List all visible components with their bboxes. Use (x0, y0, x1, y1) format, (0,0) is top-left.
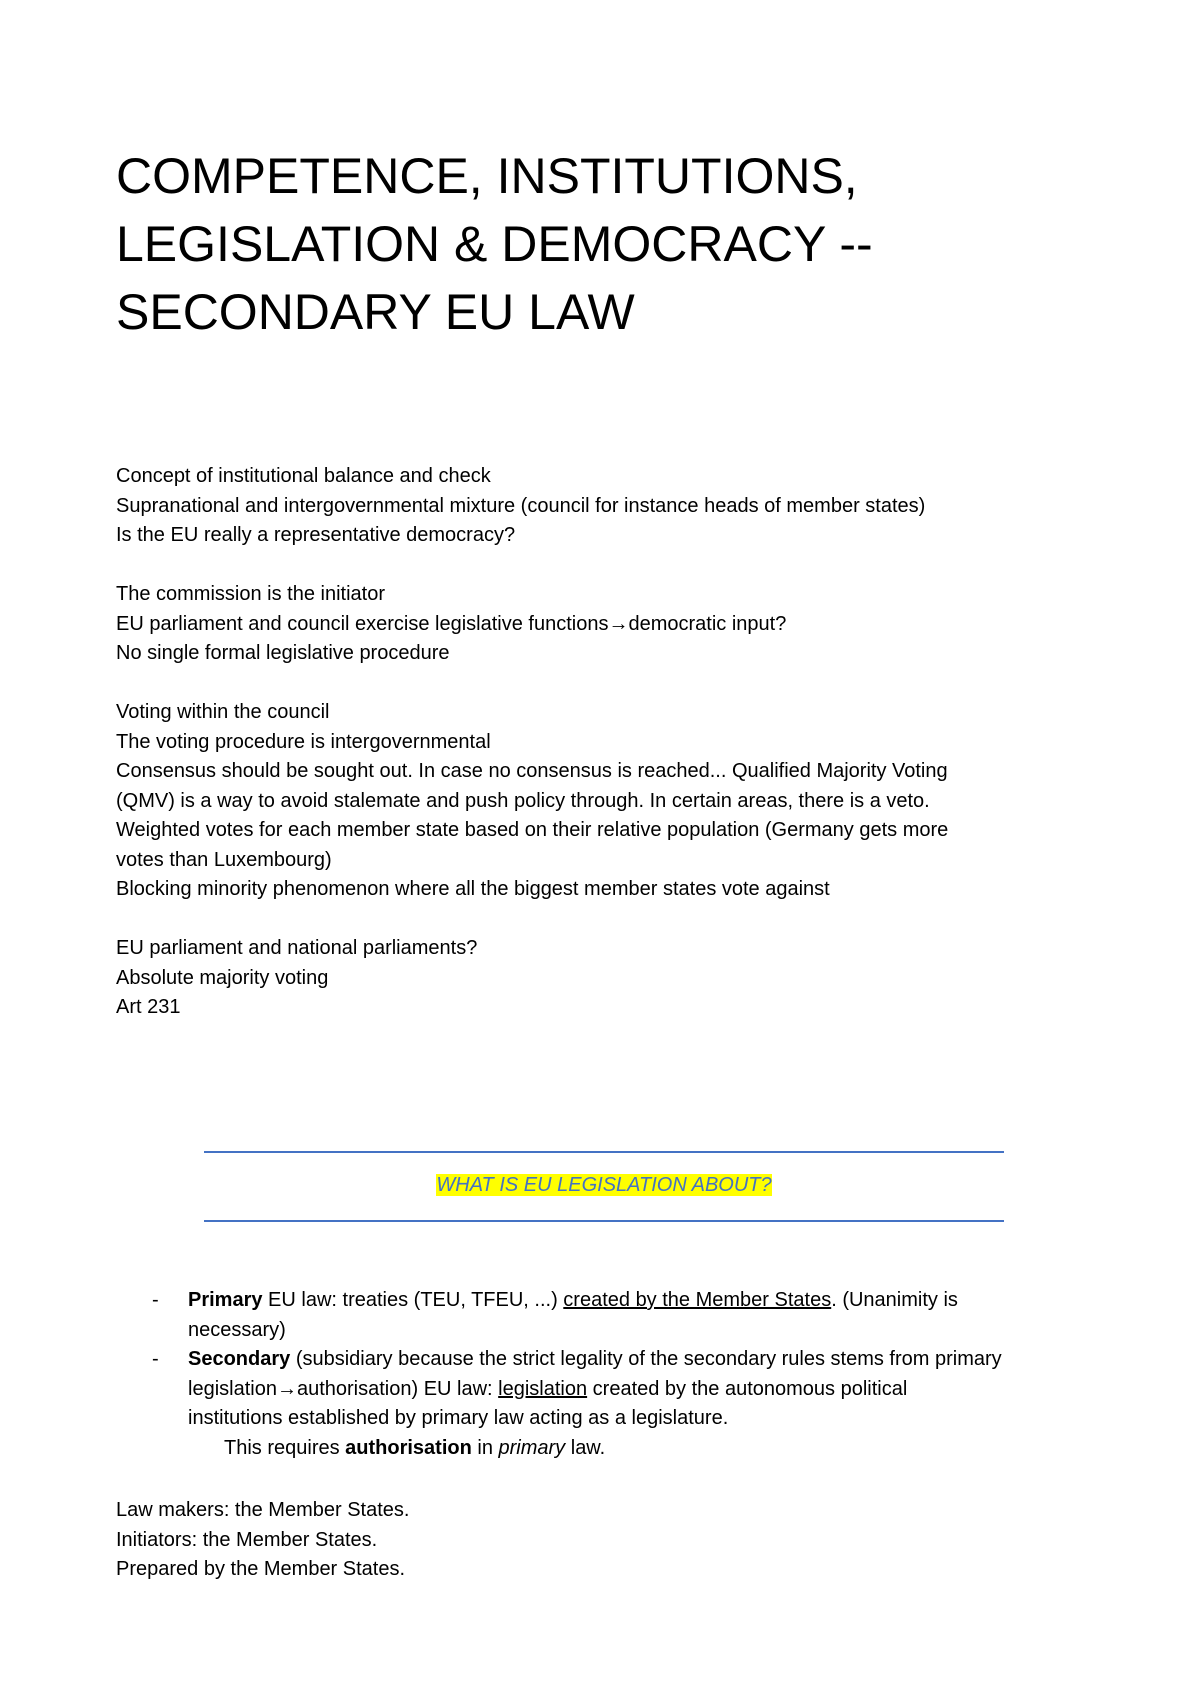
bullet2-text-1: (subsidiary because the strict legality of the secondary rules stems from primary (290, 1348, 1002, 1370)
footer-line-1: Law makers: the Member States. (116, 1499, 410, 1521)
section3-line-5: Weighted votes for each member state based on their relative population (Germany gets more (116, 819, 949, 841)
footer-line-2: Initiators: the Member States. (116, 1528, 378, 1551)
banner-top-rule (204, 1151, 1004, 1153)
spacer (116, 551, 1096, 581)
dash-icon: - (152, 1289, 159, 1311)
footer-line-3: Prepared by the Member States. (116, 1558, 406, 1580)
bullet2-text-2a: legislation (188, 1377, 277, 1400)
bullet1-text-1: EU law: treaties (TEU, TFEU, ...) (262, 1289, 564, 1311)
bullet2-line-2 (188, 1375, 1116, 1405)
spacer (116, 669, 1096, 699)
section1-line-2: Supranational and intergovernmental mixture (council for instance heads of member states) (116, 494, 926, 517)
bullet-list (116, 1286, 1116, 1463)
bullet2-line-1 (188, 1345, 1116, 1375)
title-line-2: LEGISLATION & DEMOCRACY -- (116, 216, 873, 272)
bullet2-bold: Secondary (188, 1348, 291, 1370)
section3-line-2: The voting procedure is intergovernmental (116, 730, 491, 753)
bullet-item-secondary (116, 1345, 1116, 1434)
arrow-icon: → (608, 612, 629, 635)
bullet2-text-2c: created by the autonomous political (587, 1377, 908, 1400)
bullet2-line-3: institutions established by primary law acting as a legislature. (188, 1407, 729, 1429)
section3-line-1: Voting within the council (116, 701, 330, 723)
indent-italic: primary (498, 1436, 566, 1459)
section2-line-2 (116, 610, 1096, 640)
section2-line-2b: democratic input? (628, 612, 787, 635)
section3-line-6: votes than Luxembourg) (116, 848, 332, 871)
indent-text-3: law. (565, 1436, 606, 1459)
section1-line-3: Is the EU really a representative democracy? (116, 524, 516, 546)
section4-line-3: Art 231 (116, 996, 181, 1018)
banner-bottom-rule (204, 1220, 1004, 1222)
banner-highlight-text: WHAT IS EU LEGISLATION ABOUT? (436, 1174, 772, 1196)
section3-line-3: Consensus should be sought out. In case no consensus is reached... Qualified Majority Voting (116, 760, 948, 782)
section3-line-7: Blocking minority phenomenon where all the biggest member states vote against (116, 878, 830, 900)
bullet1-text-2: . (Unanimity is (831, 1289, 958, 1311)
banner-heading (204, 1173, 1004, 1197)
section-banner (204, 1145, 1004, 1223)
section2-line-2a: EU parliament and council exercise legislative functions (116, 612, 609, 635)
indent-text-1: This requires (224, 1436, 346, 1459)
bullet1-line-1 (188, 1286, 1116, 1316)
bullet2-underlined: legislation (498, 1377, 588, 1400)
section2-line-3: No single formal legislative procedure (116, 642, 450, 664)
bullet2-text-2b: authorisation) EU law: (296, 1377, 499, 1400)
section2-line-1: The commission is the initiator (116, 583, 385, 605)
spacer (116, 905, 1096, 935)
section3-line-4: (QMV) is a way to avoid stalemate and push policy through. In certain areas, there is a veto. (116, 789, 930, 812)
bullet1-bold: Primary (188, 1289, 263, 1311)
arrow-icon: → (276, 1377, 297, 1400)
title-line-1: COMPETENCE, INSTITUTIONS, (116, 148, 858, 204)
section4-line-1: EU parliament and national parliaments? (116, 937, 478, 959)
notes-body (116, 462, 1096, 1023)
indent-bold: authorisation (345, 1436, 472, 1459)
bullet-item-primary (116, 1286, 1116, 1345)
section1-line-1: Concept of institutional balance and check (116, 465, 491, 487)
bullet1-underlined: created by the Member States (563, 1289, 832, 1311)
title-line-3: SECONDARY EU LAW (116, 284, 635, 340)
dash-icon: - (152, 1348, 159, 1370)
indented-note (116, 1434, 1116, 1464)
document-title (116, 142, 1116, 346)
bullet1-line-2: necessary) (188, 1318, 286, 1341)
indent-text-2: in (471, 1436, 499, 1459)
closing-lines (116, 1496, 1096, 1585)
section4-line-2: Absolute majority voting (116, 966, 329, 989)
